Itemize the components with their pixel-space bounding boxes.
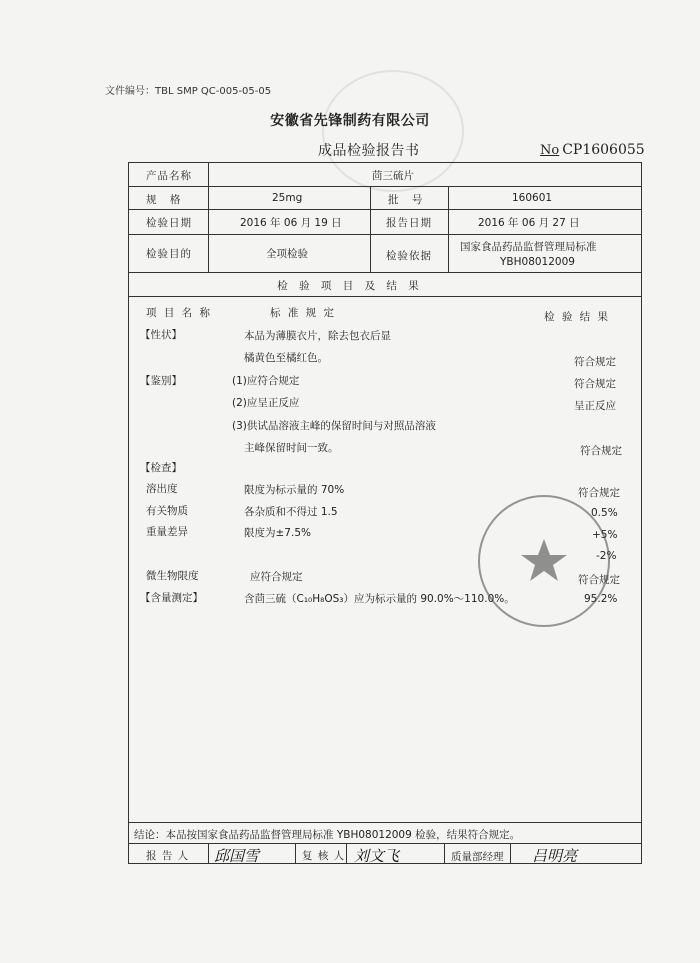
spec-label: 规 格 bbox=[146, 194, 181, 206]
identification-standard-3: (3)供试品溶液主峰的保留时间与对照品溶液 bbox=[232, 420, 436, 432]
manager-label: 质量部经理 bbox=[451, 851, 504, 863]
microbial-limit-result: 符合规定 bbox=[578, 574, 620, 586]
row-divider bbox=[128, 822, 642, 823]
col-divider bbox=[208, 843, 209, 864]
microbial-limit-standard: 应符合规定 bbox=[250, 571, 303, 583]
row-divider bbox=[128, 843, 642, 844]
reporter-label: 报 告 人 bbox=[146, 850, 190, 862]
reporter-signature: 邱国雪 bbox=[214, 847, 260, 865]
reviewer-label: 复 核 人 bbox=[302, 850, 346, 862]
assay-standard: 含茴三硫（C₁₀H₈OS₃）应为标示量的 90.0%～110.0%。 bbox=[244, 593, 515, 605]
identification-label: 【鉴别】 bbox=[140, 375, 182, 387]
col-divider bbox=[370, 186, 371, 272]
identification-result-3: 符合规定 bbox=[580, 445, 622, 457]
related-substances-standard: 各杂质和不得过 1.5 bbox=[244, 506, 338, 518]
test-date-label: 检验日期 bbox=[146, 217, 192, 229]
col-divider bbox=[444, 843, 445, 864]
company-name: 安徽省先锋制药有限公司 bbox=[270, 113, 430, 129]
weight-variation-result-plus: +5% bbox=[592, 529, 618, 541]
identification-standard-2: (2)应呈正反应 bbox=[232, 397, 300, 409]
col-header-item: 项 目 名 称 bbox=[146, 307, 213, 319]
report-date-value: 2016 年 06 月 27 日 bbox=[478, 217, 580, 229]
report-title: 成品检验报告书 bbox=[318, 143, 420, 159]
row-divider bbox=[128, 272, 642, 273]
basis-label: 检验依据 bbox=[386, 250, 432, 262]
identification-standard-3b: 主峰保留时间一致。 bbox=[244, 442, 339, 454]
report-date-label: 报告日期 bbox=[386, 217, 432, 229]
document-number: 文件编号：TBL SMP QC-005-05-05 bbox=[105, 86, 272, 97]
quality-stamp bbox=[478, 495, 610, 627]
related-substances-label: 有关物质 bbox=[146, 505, 188, 517]
appearance-result: 符合规定 bbox=[574, 356, 616, 368]
appearance-label: 【性状】 bbox=[140, 329, 182, 341]
row-divider bbox=[128, 296, 642, 297]
stamp-star-icon bbox=[480, 497, 608, 625]
appearance-standard-line1: 本品为薄膜衣片，除去包衣后显 bbox=[244, 330, 391, 342]
section-heading: 检 验 项 目 及 结 果 bbox=[277, 280, 423, 292]
batch-value: 160601 bbox=[512, 192, 553, 204]
assay-result: 95.2% bbox=[584, 593, 618, 605]
purpose-label: 检验目的 bbox=[146, 248, 192, 260]
weight-variation-standard: 限度为±7.5% bbox=[244, 527, 311, 539]
microbial-limit-label: 微生物限度 bbox=[146, 570, 199, 582]
related-substances-result: 0.5% bbox=[591, 507, 618, 519]
assay-label: 【含量测定】 bbox=[140, 592, 203, 604]
col-divider bbox=[448, 186, 449, 272]
conclusion: 结论：本品按国家食品药品监督管理局标准 YBH08012009 检验，结果符合规定。 bbox=[134, 829, 521, 841]
product-name-value: 茴三硫片 bbox=[372, 170, 414, 182]
identification-result-2: 呈正反应 bbox=[574, 400, 616, 412]
serial-prefix: No bbox=[540, 143, 560, 158]
col-divider bbox=[346, 843, 347, 864]
col-header-result: 检 验 结 果 bbox=[544, 311, 611, 323]
basis-value-line1: 国家食品药品监督管理局标准 bbox=[460, 241, 597, 253]
serial-value: CP1606055 bbox=[562, 142, 645, 158]
manager-signature: 吕明亮 bbox=[532, 847, 578, 865]
batch-label: 批 号 bbox=[388, 194, 423, 206]
col-divider bbox=[295, 843, 296, 864]
dissolution-result: 符合规定 bbox=[578, 487, 620, 499]
appearance-standard-line2: 橘黄色至橘红色。 bbox=[244, 352, 328, 364]
dissolution-standard: 限度为标示量的 70% bbox=[244, 484, 345, 496]
weight-variation-result-minus: -2% bbox=[596, 550, 617, 562]
row-divider bbox=[128, 209, 642, 210]
identification-result-1: 符合规定 bbox=[574, 378, 616, 390]
col-header-standard: 标 准 规 定 bbox=[270, 307, 337, 319]
row-divider bbox=[128, 186, 642, 187]
col-divider bbox=[510, 843, 511, 864]
row-divider bbox=[128, 234, 642, 235]
serial-number bbox=[540, 142, 645, 158]
col-divider bbox=[208, 162, 209, 272]
product-name-label: 产品名称 bbox=[146, 170, 192, 182]
check-label: 【检查】 bbox=[140, 462, 182, 474]
purpose-value: 全项检验 bbox=[266, 248, 308, 260]
weight-variation-label: 重量差异 bbox=[146, 526, 188, 538]
dissolution-label: 溶出度 bbox=[146, 483, 178, 495]
identification-standard-1: (1)应符合规定 bbox=[232, 375, 300, 387]
spec-value: 25mg bbox=[272, 192, 303, 204]
basis-value-line2: YBH08012009 bbox=[500, 256, 575, 268]
test-date-value: 2016 年 06 月 19 日 bbox=[240, 217, 342, 229]
reviewer-signature: 刘文飞 bbox=[354, 847, 400, 865]
